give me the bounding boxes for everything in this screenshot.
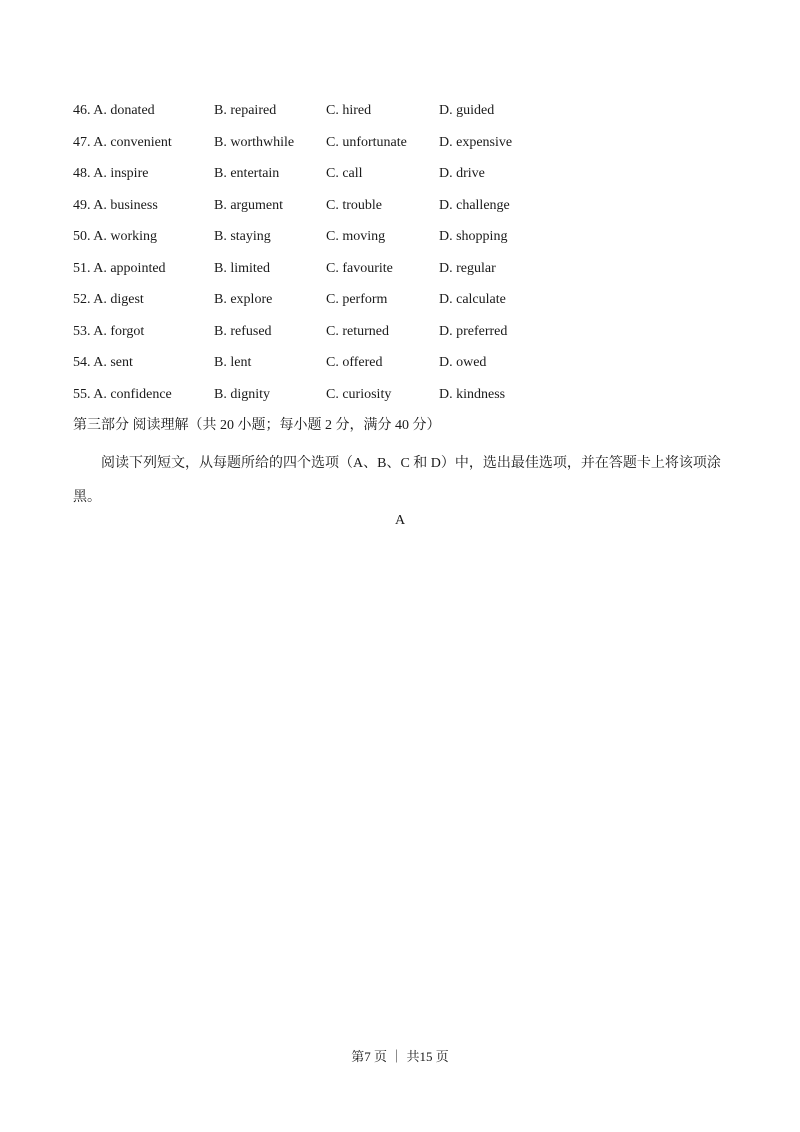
question-47 [73,133,693,165]
option-a: 50. A. working [73,229,158,244]
option-c: C. trouble [326,197,382,213]
passage-label: A [394,513,406,528]
option-b: B. worthwhile [214,134,295,150]
option-a: 53. A. forgot [73,323,145,339]
option-c: C. curiosity [326,386,392,402]
option-b: B. dignity [214,386,271,402]
option-b: B. limited [214,260,270,276]
option-a: 51. A. appointed [73,260,166,276]
option-b: B. entertain [214,166,280,181]
option-a: 46. A. donated [73,103,155,118]
section-instruction: 阅读下列短文，从每题所给的四个选项（A、B、C 和 D）中，选出最佳选项，并在答题卡上将该项涂黑。 [73,456,721,505]
question-46 [73,101,693,133]
option-c: C. call [326,166,363,181]
option-b: B. repaired [214,103,277,118]
option-c: C. offered [326,355,383,370]
option-c: C. perform [326,292,388,307]
question-48 [73,164,693,196]
option-d: D. challenge [439,197,510,213]
question-number: 51. [73,260,91,276]
option-a: 47. A. convenient [73,134,172,150]
option-c: C. hired [326,103,372,118]
option-b: B. argument [214,197,283,213]
option-c: C. returned [326,323,389,339]
option-b: B. lent [214,355,252,370]
question-number: 46. [73,103,91,118]
option-d: D. calculate [439,292,506,307]
question-53 [73,322,693,354]
option-d: D. regular [439,260,496,276]
question-number: 52. [73,292,91,307]
option-d: D. owed [439,355,487,370]
option-a: 54. A. sent [73,355,133,370]
option-d: D. kindness [439,386,506,402]
option-c: C. favourite [326,260,393,276]
option-b: B. staying [214,229,271,244]
option-a: 48. A. inspire [73,166,149,181]
question-number: 47. [73,134,91,150]
option-d: D. shopping [439,229,508,244]
option-d: D. preferred [439,323,508,339]
question-number: 54. [73,355,91,370]
question-number: 50. [73,229,91,244]
question-55 [73,385,693,417]
option-a: 55. A. confidence [73,386,172,402]
option-b: B. refused [214,323,272,339]
question-number: 49. [73,197,91,213]
question-52 [73,290,693,322]
section-title: 第三部分 阅读理解（共 20 小题；每小题 2 分，满分 40 分） [73,418,441,433]
option-a: 49. A. business [73,197,158,213]
option-c: C. unfortunate [326,134,407,150]
question-51 [73,259,693,291]
page-footer: 第7 页 ｜ 共15 页 [351,1049,449,1064]
question-50 [73,227,693,259]
question-54 [73,353,693,385]
option-d: D. expensive [439,134,513,150]
question-49 [73,196,693,228]
option-d: D. guided [439,103,495,118]
question-number: 48. [73,166,91,181]
question-number: 53. [73,323,91,339]
option-c: C. moving [326,229,386,244]
question-number: 55. [73,386,91,402]
option-a: 52. A. digest [73,292,144,307]
option-d: D. drive [439,166,485,181]
option-b: B. explore [214,292,273,307]
question-list [73,101,693,416]
